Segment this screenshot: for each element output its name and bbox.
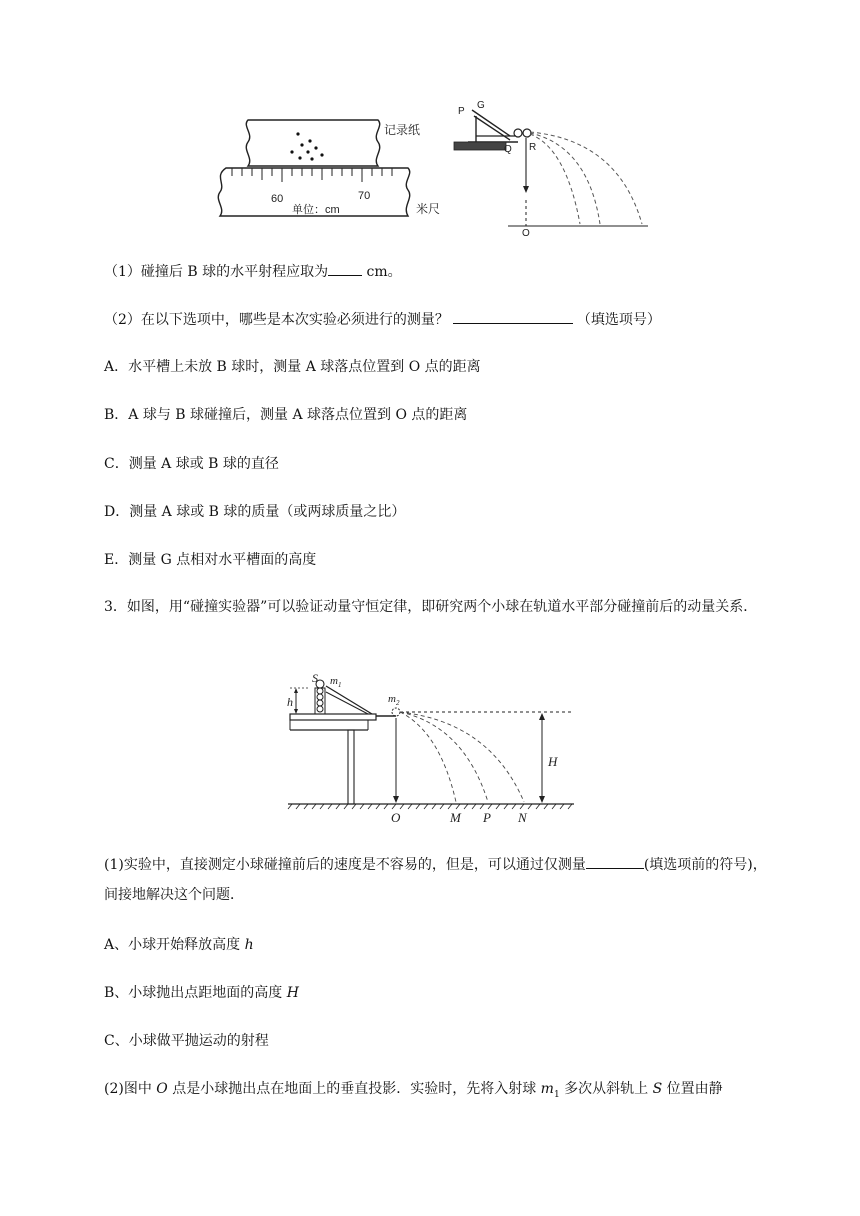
- answer-blank-3[interactable]: [586, 853, 644, 869]
- label-G: G: [477, 100, 485, 111]
- label-Q: Q: [504, 144, 512, 155]
- q3-option-C: C、小球做平抛运动的射程: [104, 1033, 269, 1049]
- question-3-1-hint: (填选项前的符号)，间接地解决这个问题．: [104, 857, 767, 903]
- q3-2-sub-1: 1: [553, 1089, 560, 1100]
- question-3-intro: 3．如图，用“碰撞实验器”可以验证动量守恒定律，即研究两个小球在轨道水平部分碰撞前后的动量关系．: [104, 599, 758, 615]
- apparatus-figure-1: [448, 96, 658, 236]
- label-P: P: [483, 810, 491, 825]
- q3-2-text-1: (2)图中: [104, 1081, 157, 1097]
- record-paper-label: 记录纸: [384, 123, 421, 137]
- option-D: D．测量 A 球或 B 球的质量（或两球质量之比）: [104, 504, 406, 520]
- question-1: [104, 260, 402, 282]
- label-S: S: [312, 672, 318, 685]
- q3-2-text-4: 位置由静: [662, 1081, 723, 1097]
- ruler-tick-60: 60: [271, 193, 284, 205]
- label-m2: $m_2$: [388, 693, 400, 707]
- apparatus-figure-2: [284, 672, 584, 828]
- meter-ruler-label: 米尺: [416, 202, 441, 216]
- q3-2-var-m: m: [540, 1081, 554, 1097]
- label-H: H: [548, 754, 558, 769]
- label-O: O: [522, 228, 530, 236]
- question-2-hint: （填选项号）: [576, 312, 661, 328]
- label-h: h: [287, 695, 293, 709]
- answer-blank-2[interactable]: [453, 308, 573, 324]
- label-R: R: [529, 142, 537, 153]
- option-C: C．测量 A 球或 B 球的直径: [104, 456, 279, 472]
- question-3-1-text: (1)实验中，直接测定小球碰撞前后的速度是不容易的，但是，可以通过仅测量: [104, 857, 586, 873]
- q3-option-B-var: H: [286, 985, 299, 1001]
- q3-option-A-text: A、小球开始释放高度: [104, 937, 245, 953]
- label-N: N: [518, 810, 527, 825]
- ruler-tick-70: 70: [358, 190, 371, 202]
- q3-option-B: [104, 983, 299, 1003]
- q3-2-text-3: 多次从斜轨上: [559, 1081, 653, 1097]
- label-M: M: [450, 810, 461, 825]
- option-A: A．水平槽上未放 B 球时，测量 A 球落点位置到 O 点的距离: [104, 359, 481, 375]
- ruler-figure: [212, 112, 442, 224]
- question-3-2: [104, 1079, 723, 1105]
- label-O: O: [391, 810, 401, 825]
- question-2-text: （2）在以下选项中，哪些是本次实验必须进行的测量？: [104, 312, 449, 328]
- q3-2-text-2: 点是小球抛出点在地面上的垂直投影．实验时，先将入射球: [167, 1081, 541, 1097]
- option-E: E．测量 G 点相对水平槽面的高度: [104, 552, 317, 568]
- option-B: B．A 球与 B 球碰撞后，测量 A 球落点位置到 O 点的距离: [104, 407, 468, 423]
- question-1-unit: cm。: [362, 264, 402, 280]
- ruler-unit: 单位：cm: [292, 204, 340, 216]
- question-1-text: （1）碰撞后 B 球的水平射程应取为: [104, 264, 329, 280]
- q3-2-var-S: S: [652, 1081, 663, 1097]
- q3-2-var-O: O: [156, 1081, 168, 1097]
- q3-option-A-var: h: [244, 937, 254, 953]
- question-2: [104, 308, 661, 330]
- answer-blank-1[interactable]: [328, 260, 362, 276]
- label-m1: $m_1$: [330, 675, 342, 689]
- q3-option-A: [104, 935, 254, 955]
- q3-option-B-text: B、小球抛出点距地面的高度: [104, 985, 287, 1001]
- question-3-1: [104, 850, 768, 910]
- label-P: P: [458, 106, 465, 117]
